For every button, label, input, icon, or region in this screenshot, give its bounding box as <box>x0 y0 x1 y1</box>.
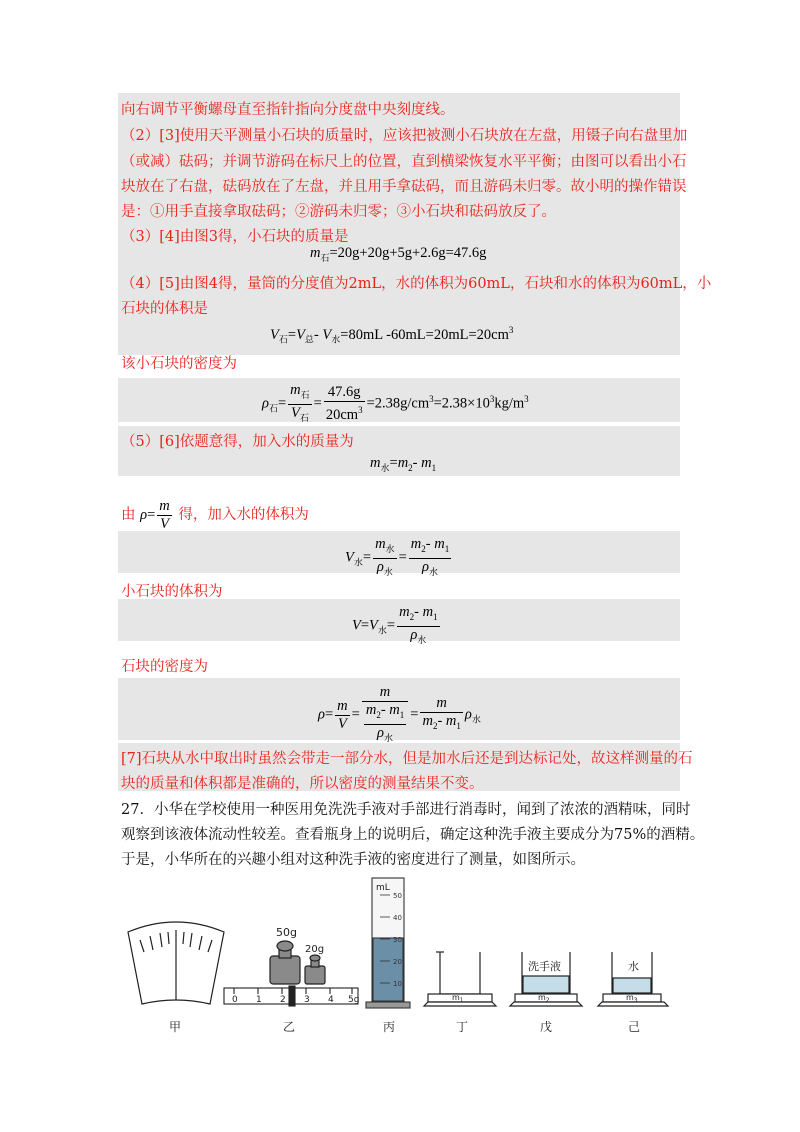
answer-line-5: 是：①用手直接拿取砝码；②游码未归零；③小石块和砝码放反了。 <box>121 204 556 220</box>
eq-stone-volume: $V_石=V_总-$ $V_水=80mL$ $-60mL=20mL=20cm^3$ <box>270 325 514 345</box>
figure-label-bing: 丙 <box>383 1020 396 1034</box>
scale-m1-label: $m_1$ <box>452 993 464 1004</box>
answer-line-11: 由 ρ= $\frac{m}{V}$ 得，加入水的体积为 <box>121 498 309 532</box>
answer-line-14: [7]石块从水中取出时虽然会带走一部分水，但是加水后还是到达标记处，故这样测量的石 <box>121 751 693 767</box>
answer-line-12: 小石块的体积为 <box>121 584 223 600</box>
graduated-cylinder-figure <box>366 878 410 1008</box>
eq-stone-density: $\rho_石=$ $\frac{m_石}{V_石}$ = $\frac{47.6g}{20cm^3}$ $=2.38g/cm^3=2.38\times 10^3kg/m^3$ <box>262 382 529 424</box>
figure-label-wu: 戊 <box>540 1020 553 1034</box>
figure-label-ding: 丁 <box>456 1020 469 1034</box>
eq-stone-volume-2: $V=V_水=$ $\frac{m_2- m_1}{\rho_水}$ <box>352 604 438 645</box>
answer-line-4: 块放在了右盘，砝码放在了左盘，并且用手拿砝码，而且游码未归零。故小明的操作错误 <box>121 179 687 195</box>
cylinder-tick-50: 50 <box>393 892 402 900</box>
figure-label-yi: 乙 <box>283 1020 296 1034</box>
answer-line-3: （或减）砝码；并调节游码在标尺上的位置，直到横梁恢复水平平衡；由图可以看出小石 <box>121 154 687 170</box>
ruler-tick-3: 3 <box>304 995 310 1005</box>
answer-line-7: （4）[5]由图4得，量筒的分度值为2mL，水的体积为60mL，石块和水的体积为60mL，小 <box>121 276 712 292</box>
answer-line-9: 该小石块的密度为 <box>121 356 237 372</box>
cylinder-tick-40: 40 <box>393 914 402 922</box>
answer-line-13: 石块的密度为 <box>121 659 208 675</box>
ruler-figure <box>224 986 358 1006</box>
answer-line-15: 块的质量和体积都是准确的，所以密度的测量结果不变。 <box>121 776 484 792</box>
eq-water-volume: $V_水=$ $\frac{m_水}{\rho_水}$ = $\frac{m_2- m_1}{\rho_水}$ <box>345 536 450 577</box>
scale-m2-label: $m_2$ <box>538 993 550 1004</box>
question-line-1: 27．小华在学校使用一种医用免洗洗手液对手部进行消毒时，闻到了浓浓的酒精味，同时 <box>121 802 691 818</box>
balance-dial-figure <box>128 922 224 1004</box>
answer-line-8: 石块的体积是 <box>121 301 208 317</box>
figure-label-ji: 己 <box>628 1020 641 1034</box>
eq-stone-mass: $m_石=20g+20g+5g+2.6g=47.6g$ <box>310 245 487 263</box>
eq-final-density: ρ= $\frac{m}{V}$ = $\frac{m}{\frac{m_2- m_1}{\rho_水}}$ = $\frac{m}{m_2- m_1}$ $\rho_水$ <box>318 684 481 743</box>
answer-line-1: 向右调节平衡螺母直至指针指向分度盘中央刻度线。 <box>121 102 455 118</box>
weight-20g-label: 20g <box>305 944 325 955</box>
water-label: 水 <box>628 960 639 973</box>
ruler-tick-2: 2 <box>280 995 286 1005</box>
answer-line-10: （5）[6]依题意得，加入水的质量为 <box>121 434 354 450</box>
ruler-tick-5: 5g <box>348 995 360 1005</box>
ruler-tick-1: 1 <box>256 995 262 1005</box>
ruler-tick-4: 4 <box>328 995 334 1005</box>
question-line-3: 于是，小华所在的兴趣小组对这种洗手液的密度进行了测量，如图所示。 <box>121 852 585 868</box>
cylinder-tick-20: 20 <box>393 958 402 966</box>
handwash-label: 洗手液 <box>528 960 561 973</box>
question-line-2: 观察到该液体流动性较差。查看瓶身上的说明后，确定这种洗手液主要成分为75%的酒精。 <box>121 827 705 843</box>
answer-line-2: （2）[3]使用天平测量小石块的质量时，应该把被测小石块放在左盘，用镊子向右盘里加 <box>121 128 688 144</box>
scale-m3-label: $m_3$ <box>626 993 638 1004</box>
weight-50g-label: 50g <box>276 926 297 939</box>
experiment-figures <box>0 870 800 1050</box>
figure-label-jia: 甲 <box>169 1020 182 1034</box>
eq-water-mass: $m_水=m_2-$ $m_1$ <box>370 455 437 473</box>
ruler-tick-0: 0 <box>232 995 238 1005</box>
cylinder-unit-label: mL <box>376 883 390 893</box>
cylinder-tick-10: 10 <box>393 980 402 988</box>
answer-line-6: （3）[4]由图3得，小石块的质量是 <box>121 229 349 245</box>
cylinder-tick-30: 30 <box>393 936 402 944</box>
